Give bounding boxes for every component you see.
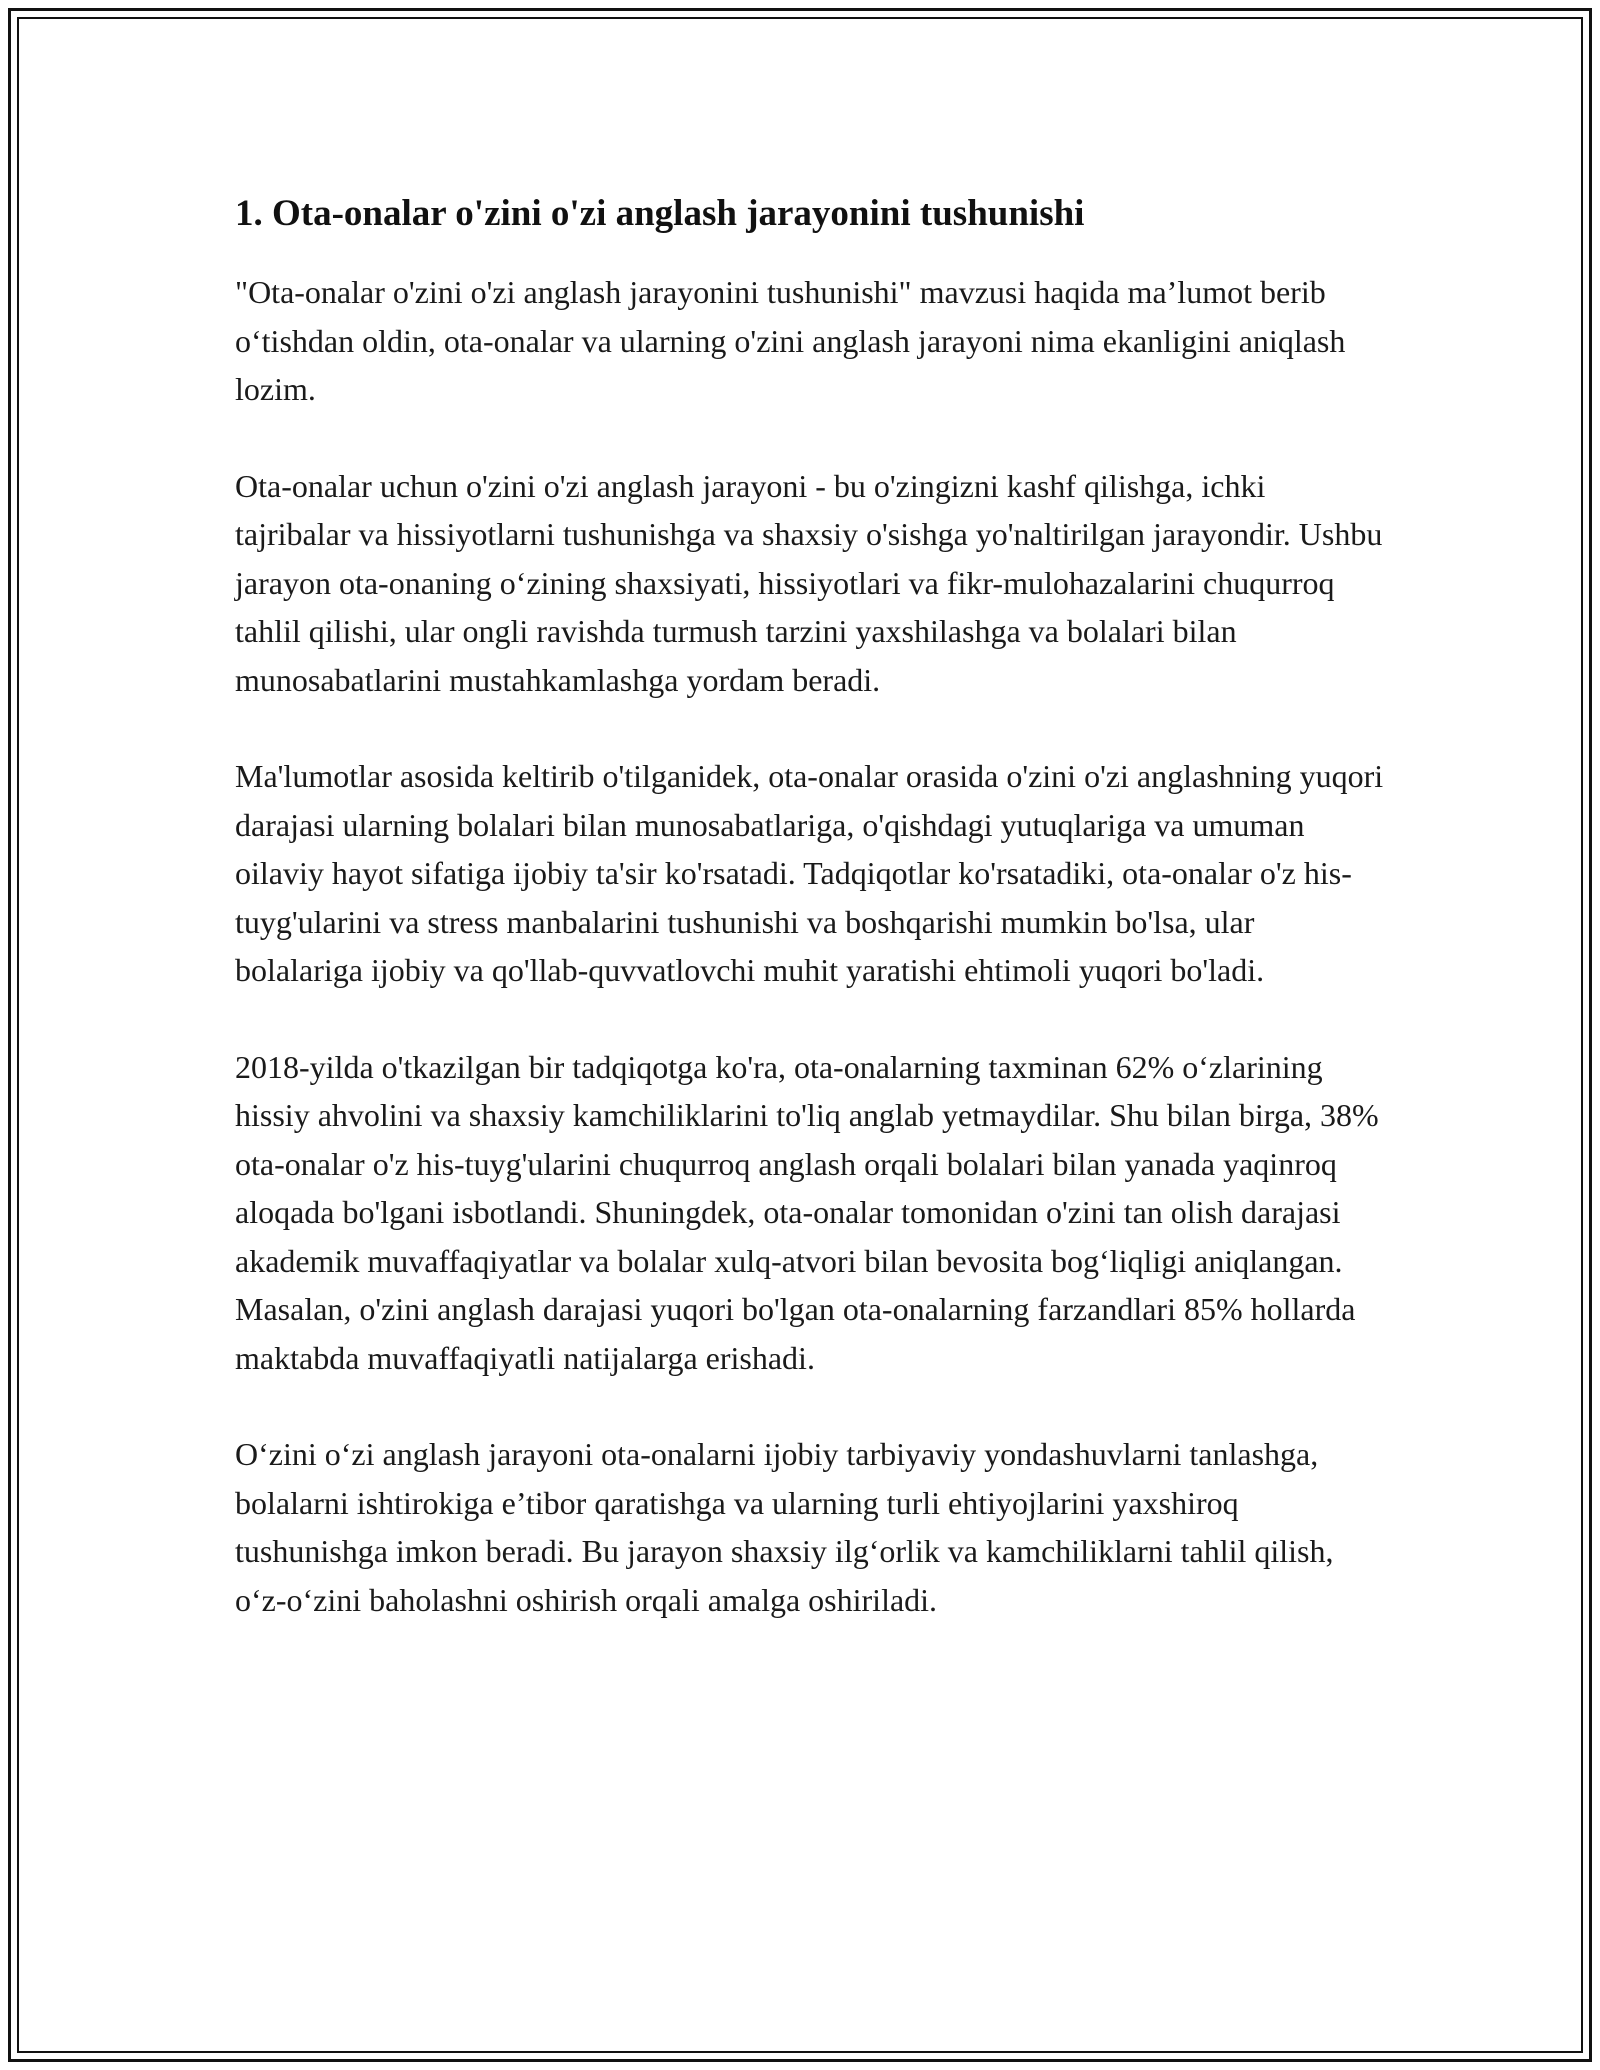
paragraph-conclusion: O‘zini o‘zi anglash jarayoni ota-onalarni ijobiy tarbiyaviy yondashuvlarni tanlashga, bolalarni ishtirokiga e’tibor qaratishga va ularning turli ehtiyojlarini yaxshiroq tushunishga imkon beradi. Bu jarayon shaxsiy ilg‘orlik va kamchiliklarni tahlil qilish, o‘z-o‘zini baholashni oshirish orqali amalga oshiriladi. <box>235 1436 1334 1618</box>
paragraph-intro: "Ota-onalar o'zini o'zi anglash jarayonini tushunishi" mavzusi haqida ma’lumot berib o‘tishdan oldin, ota-onalar va ularning o'zini anglash jarayoni nima ekanligini aniqlash lozim. <box>235 274 1346 407</box>
paragraph-statistics: 2018-yilda o'tkazilgan bir tadqiqotga ko'ra, ota-onalarning taxminan 62% o‘zlarining hissiy ahvolini va shaxsiy kamchiliklarini to'liq anglab yetmaydilar. Shu bilan birga, 38% ota-onalar o'z his-tuyg'ularini chuqurroq anglash orqali bolalari bilan yanada yaqinroq aloqada bo'lgani isbotlandi. Shuningdek, ota-onalar tomonidan o'zini tan olish darajasi akademik muvaffaqiyatlar va bolalar xulq-atvori bilan bevosita bog‘liqligi aniqlangan. Masalan, o'zini anglash darajasi yuqori bo'lgan ota-onalarning farzandlari 85% hollarda maktabda muvaffaqiyatli natijalarga erishadi. <box>235 1048 1379 1376</box>
paragraph-definition: Ota-onalar uchun o'zini o'zi anglash jarayoni - bu o'zingizni kashf qilishga, ichki tajribalar va hissiyotlarni tushunishga va shaxsiy o'sishga yo'naltirilgan jarayondir. Ushbu jarayon ota-onaning o‘zining shaxsiyati, hissiyotlari va fikr-mulohazalarini chuqurroq tahlil qilishi, ular ongli ravishda turmush tarzini yaxshilashga va bolalari bilan munosabatlarini mustahkamlashga yordam beradi. <box>235 467 1383 698</box>
paragraph-research: Ma'lumotlar asosida keltirib o'tilganidek, ota-onalar orasida o'zini o'zi anglashning yuqori darajasi ularning bolalari bilan munosabatlariga, o'qishdagi yutuqlariga va umuman oilaviy hayot sifatiga ijobiy ta'sir ko'rsatadi. Tadqiqotlar ko'rsatadiki, ota-onalar o'z his-tuyg'ularini va stress manbalarini tushunishi va boshqarishi mumkin bo'lsa, ular bolalariga ijobiy va qo'llab-quvvatlovchi muhit yaratishi ehtimoli yuqori bo'ladi. <box>235 758 1384 988</box>
document-body <box>235 190 1385 1624</box>
section-heading: 1. Ota-onalar o'zini o'zi anglash jarayonini tushunishi <box>235 193 1085 234</box>
